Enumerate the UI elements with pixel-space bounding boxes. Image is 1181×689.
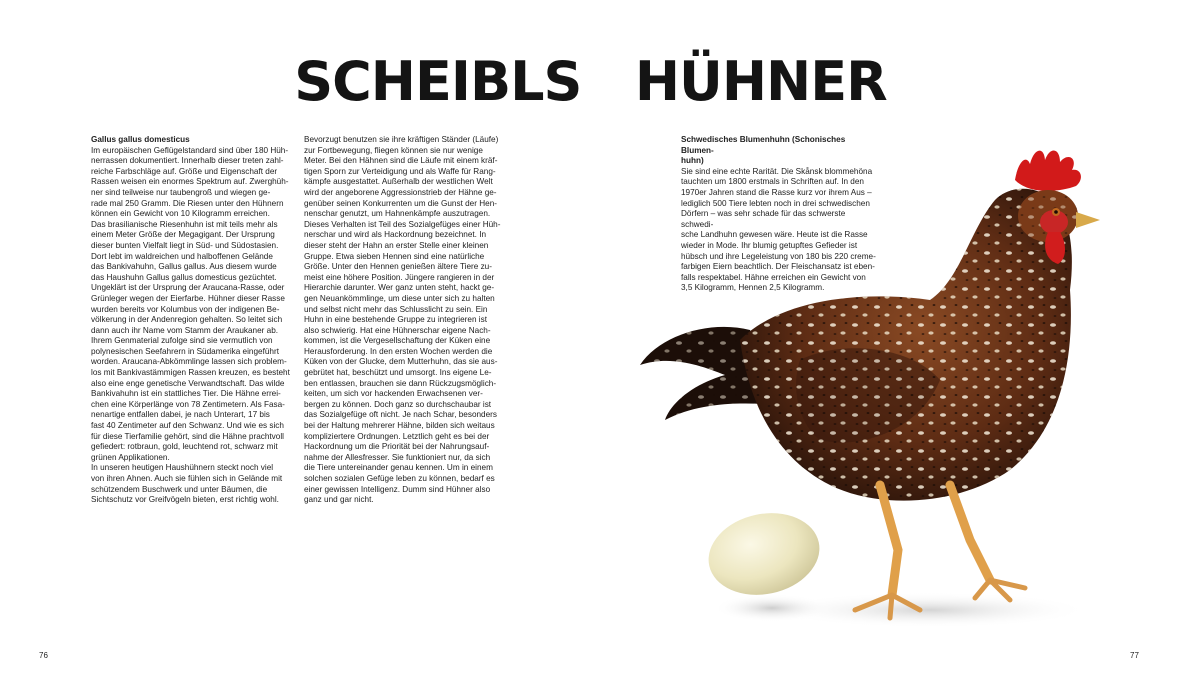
text-line: falls respektabel. Hähne erreichen ein Gewicht von <box>681 272 866 282</box>
text-line: hübsch und ihre Legeleistung von 180 bis 220 creme- <box>681 251 876 261</box>
text-line: und selbst nicht mehr das Schlusslicht zu sein. Ein <box>304 304 488 314</box>
text-line: Hackordnung um die Priorität bei der Nahrungsauf- <box>304 442 490 452</box>
text-line: also schwierig. Hat eine Hühnerschar eigene Nach- <box>304 325 491 335</box>
text-line: tigen Sporn zur Verteidigung und als Waffe für Rang- <box>304 166 496 176</box>
text-line: Ungeklärt ist der Ursprung der Araucana-Rasse, oder <box>91 283 285 293</box>
text-line: das Haushuhn Gallus gallus domesticus gezüchtet. <box>91 272 277 282</box>
text-line: polynesischen Seefahrern in Südamerika eingeführt <box>91 346 279 356</box>
column-body <box>91 146 291 506</box>
text-line: nenschar genutzt, um Hahnenkämpfe auszutragen. <box>304 209 491 219</box>
text-line: das Sozialgefüge oft nicht. Je nach Schar, besonders <box>304 410 497 420</box>
text-line: gebrütet hat, beschützt und umsorgt. Ins eigene Le- <box>304 368 492 378</box>
text-line: keiten, um sich vor hackenden Erwachsenen ver- <box>304 389 483 399</box>
text-line: Bankivahuhn ist ein stattliches Tier. Die Hähne errei- <box>91 389 281 399</box>
hen-illustration <box>630 140 1100 640</box>
text-line: genüber seinen Konkurrenten um die Gunst der Hen- <box>304 198 497 208</box>
text-line: tauchten um 1800 erstmals in Schriften auf. In den <box>681 177 864 187</box>
text-line: gen Neuankömmlinge, um diese unter sich zu halten <box>304 293 495 303</box>
text-line: von ihren Ahnen. Auch sie fühlen sich in Gelände mit <box>91 474 283 483</box>
text-line: dann auch ihr Name vom Stamm der Araukaner ab. <box>91 325 279 335</box>
column-body <box>304 135 501 506</box>
text-line: wird der angeborene Aggressionstrieb der Hähne ge- <box>304 187 497 197</box>
text-line: Das brasilianische Riesenhuhn ist mit teils mehr als <box>91 219 278 229</box>
text-line: bei der Haltung mehrerer Hähne, bilden sich weitaus <box>304 421 495 431</box>
text-line: 3,5 Kilogramm, Hennen 2,5 Kilogramm. <box>681 283 825 293</box>
text-line: worden. Araucana-Abkömmlinge lassen sich problem- <box>91 357 287 367</box>
page-number-left: 76 <box>39 651 48 660</box>
heading-line: Schwedisches Blumenhuhn (Schonisches Blumen- <box>681 135 846 155</box>
text-line: fast 40 Zentimeter auf den Schwanz. Und wie es sich <box>91 421 284 431</box>
text-line: kämpfe ausgestattet. Außerhalb der westlichen Welt <box>304 177 493 187</box>
text-line: Gruppe. Etwa sieben Hennen sind eine natürliche <box>304 251 485 261</box>
text-line: solchen sozialen Gefüge leben zu können, bedarf es <box>304 474 495 483</box>
text-line: für diese Tierfamilie gehört, sind die Hähne prachtvoll <box>91 431 284 441</box>
text-line: Huhn in eine bestehende Gruppe zu integrieren ist <box>304 315 487 325</box>
text-line: kommen, ist die Vergesellschaftung der Küken eine <box>304 336 491 346</box>
text-line: Im europäischen Geflügelstandard sind über 180 Hüh- <box>91 145 289 155</box>
text-line: grünen Applikationen. <box>91 452 170 462</box>
text-line: reiche Farbschläge auf. Größe und Eigenschaft der <box>91 166 278 176</box>
text-line: sche Landhuhn gewesen wäre. Heute ist die Rasse <box>681 230 868 240</box>
text-line: nenartige entfallen dabei, je nach Unterart, 17 bis <box>91 410 270 420</box>
text-line: nahme der Allesfresser. Sie funktioniert nur, da sich <box>304 452 491 462</box>
text-line: rade mal 250 Gramm. Die Riesen unter den Hühnern <box>91 198 284 208</box>
text-line: Meter. Bei den Hähnen sind die Läufe mit einem kräf- <box>304 156 498 166</box>
text-line: wurden bereits vor Kolumbus von der indigenen Be- <box>91 304 280 314</box>
page-number-right: 77 <box>1130 651 1139 660</box>
section-heading: Gallus gallus domesticus <box>91 135 190 144</box>
text-line: einem Meter Größe der Megagigant. Der Ursprung <box>91 230 275 240</box>
text-line: Grünleger wegen der Eierfarbe. Hühner dieser Rasse <box>91 293 285 303</box>
text-line: das Bankivahuhn, Gallus gallus. Aus diesem wurde <box>91 262 277 272</box>
text-line: Dörfern – was sehr schade für das schwerste schwedi- <box>681 209 846 229</box>
text-line: können ein Gewicht von 10 Kilogramm erreichen. <box>91 209 270 219</box>
text-line: ben entlassen, brauchen sie dann Rückzugsmöglich- <box>304 378 497 388</box>
text-line: ganz und gar nicht. <box>304 495 374 505</box>
text-line: 1970er Jahren stand die Rasse kurz vor ihrem Aus – <box>681 187 872 197</box>
text-line: gefiedert: rotbraun, gold, leuchtend rot, schwarz mit <box>91 442 278 452</box>
text-line: Dieses Verhalten ist Teil des Sozialgefüges einer Hüh- <box>304 219 501 229</box>
text-line: dieser steht der Hahn an erster Stelle einer kleinen <box>304 240 489 250</box>
text-line: Hierarchie darunter. Wer ganz unten steht, hackt ge- <box>304 283 495 293</box>
text-line: wieder in Mode. Ihr blumig getupftes Gefieder ist <box>681 240 858 250</box>
text-line: ner sind teilweise nur taubengroß und wiegen ge- <box>91 187 271 197</box>
text-line: Sie sind eine echte Rarität. Die Skånsk blommehöna <box>681 166 873 176</box>
text-line: kompliziertere Ordnungen. Letztlich geht es bei der <box>304 431 490 441</box>
text-line: Herausforderung. In den ersten Wochen werden die <box>304 346 493 356</box>
text-line: Sichtschutz vor Greifvögeln bieten, erst richtig wohl. <box>91 495 279 505</box>
text-line: Bevorzugt benutzen sie ihre kräftigen Ständer (Läufe) <box>304 135 499 144</box>
text-line: bergen zu können. Doch ganz so durchschaubar ist <box>304 399 492 409</box>
text-line: Größe. Unter den Hennen genießen ältere Tiere zu- <box>304 262 492 272</box>
text-column-middle <box>304 135 501 506</box>
text-line: zur Fortbewegung, fliegen können sie nur wenige <box>304 145 483 155</box>
text-column-left <box>91 135 291 506</box>
text-line: lediglich 500 Tiere lebten noch in drei schwedischen <box>681 198 870 208</box>
text-line: nerrassen dokumentiert. Innerhalb dieser treten zahl- <box>91 156 284 166</box>
page-title: SCHEIBLS HÜHNER <box>294 50 887 113</box>
text-line: farbigen Eiern beachtlich. Der Fleischansatz ist eben- <box>681 262 875 272</box>
text-line: meist eine höhere Position. Jüngere rangieren in der <box>304 272 495 282</box>
text-line: völkerung in der Andenregion gehalten. So leitet sich <box>91 315 283 325</box>
text-line: Dort lebt im waldreichen und halboffenen Gelände <box>91 251 273 261</box>
text-line: die Tiere untereinander genau kennen. Um in einem <box>304 463 493 473</box>
text-line: los mit Bankivastämmigen Rassen kreuzen, es besteht <box>91 368 290 378</box>
text-line: In unseren heutigen Haushühnern steckt noch viel <box>91 463 274 473</box>
text-line: schützendem Buschwerk und unter Bäumen, die <box>91 484 268 494</box>
text-line: dieser bunten Vielfalt liegt in Süd- und Südostasien. <box>91 240 279 250</box>
text-line: Küken von der Glucke, dem Mutterhuhn, das sie aus- <box>304 357 498 367</box>
text-line: nerschar und wird als Hackordnung bezeichnet. In <box>304 230 487 240</box>
egg-illustration <box>702 508 832 628</box>
text-line: einer gewissen Intelligenz. Dumm sind Hühner also <box>304 484 491 494</box>
text-line: Rassen weisen ein enormes Spektrum auf. Zwerghüh- <box>91 177 289 187</box>
text-line: chen eine Körperlänge von 78 Zentimetern. Als Fasa- <box>91 399 285 409</box>
heading-line: huhn) <box>681 156 704 166</box>
text-line: also eine enge genetische Verwandtschaft. Das wilde <box>91 378 285 388</box>
text-line: Ihrem Genmaterial zufolge sind sie vermutlich von <box>91 336 273 346</box>
